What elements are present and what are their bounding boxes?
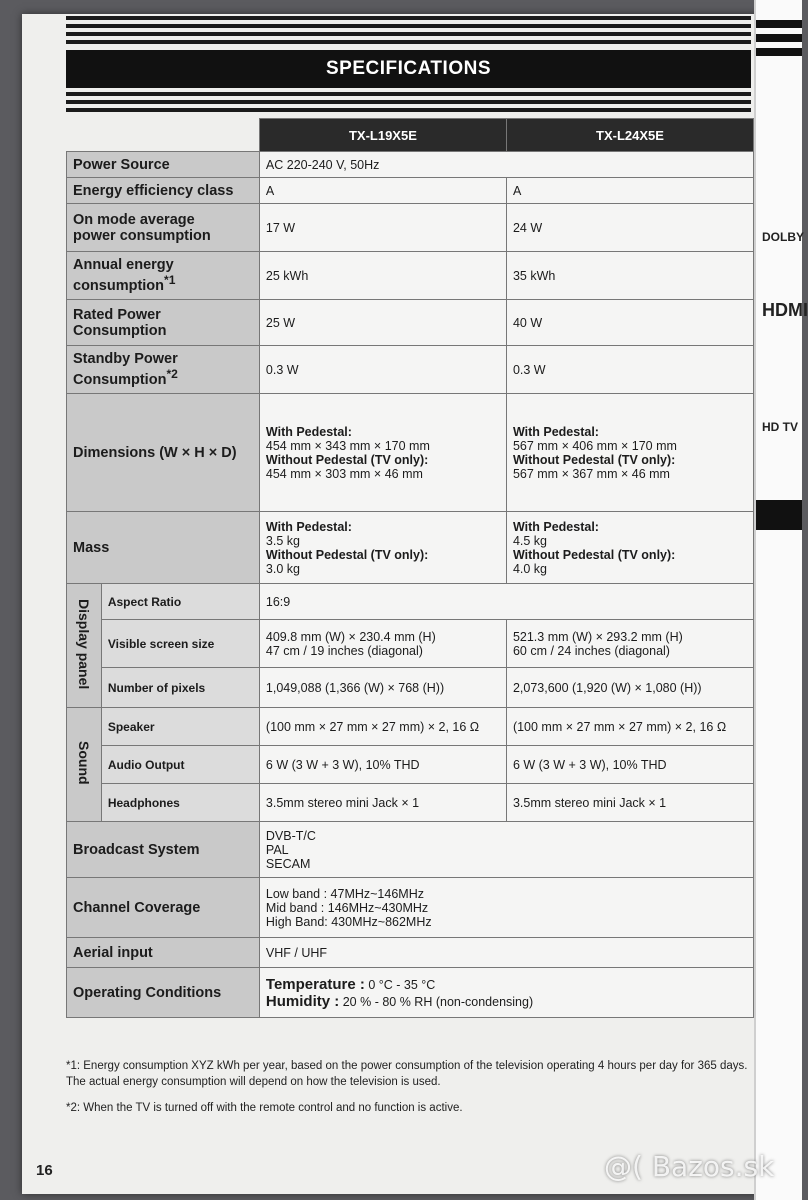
row-value: With Pedestal: 454 mm × 343 mm × 170 mm Without Pedestal (TV only): 454 mm × 303 mm × 46 mm	[259, 394, 506, 512]
hd-tv-logo: HD TV	[762, 420, 798, 434]
title-bar	[66, 50, 751, 88]
hdmi-logo: HDMI	[762, 300, 808, 320]
table-row	[67, 708, 754, 746]
row-value: 0.3 W	[506, 346, 753, 394]
row-label: Visible screen size	[101, 620, 259, 668]
row-label: Rated Power Consumption	[67, 300, 260, 346]
row-label: Broadcast System	[67, 822, 260, 878]
row-label: Aerial input	[67, 938, 260, 968]
model-header: TX-L24X5E	[506, 119, 753, 152]
header-stripe	[66, 100, 751, 104]
table-row	[67, 152, 754, 178]
row-value: With Pedestal: 4.5 kg Without Pedestal (TV only): 4.0 kg	[506, 512, 753, 584]
watermark: @( Bazos.sk	[604, 1150, 775, 1183]
table-row	[67, 300, 754, 346]
row-value: 35 kWh	[506, 252, 753, 300]
row-value: 2,073,600 (1,920 (W) × 1,080 (H))	[506, 668, 753, 708]
row-value: 521.3 mm (W) × 293.2 mm (H) 60 cm / 24 inches (diagonal)	[506, 620, 753, 668]
table-row	[67, 822, 754, 878]
row-value: (100 mm × 27 mm × 27 mm) × 2, 16 Ω	[506, 708, 753, 746]
row-value: 3.5mm stereo mini Jack × 1	[259, 784, 506, 822]
row-label: Annual energy consumption$^{*1}$	[67, 252, 260, 300]
row-value: 1,049,088 (1,366 (W) × 768 (H))	[259, 668, 506, 708]
row-value: Temperature : 0 °C - 35 °C Humidity : 20 % - 80 % RH (non-condensing)	[259, 968, 753, 1018]
row-label: On mode average power consumption	[67, 204, 260, 252]
specifications-table	[66, 118, 754, 1018]
row-value: VHF / UHF	[259, 938, 753, 968]
page-title: SPECIFICATIONS	[326, 58, 491, 79]
table-row	[67, 968, 754, 1018]
section-bar	[756, 500, 802, 530]
row-value: With Pedestal: 567 mm × 406 mm × 170 mm Without Pedestal (TV only): 567 mm × 367 mm × 46 mm	[506, 394, 753, 512]
header-stripe	[756, 20, 802, 28]
table-row	[67, 512, 754, 584]
row-value: A	[506, 178, 753, 204]
header-stripe	[756, 34, 802, 42]
row-value: AC 220-240 V, 50Hz	[259, 152, 753, 178]
adjacent-page	[754, 0, 808, 1200]
row-label: Headphones	[101, 784, 259, 822]
header-stripe	[756, 48, 802, 56]
row-label: Standby Power Consumption$^{*2}$	[67, 346, 260, 394]
row-value: DVB-T/C PAL SECAM	[259, 822, 753, 878]
dolby-logo: DOLBY	[762, 230, 804, 244]
row-value: 25 W	[259, 300, 506, 346]
row-value: 6 W (3 W + 3 W), 10% THD	[259, 746, 506, 784]
row-label: Energy efficiency class	[67, 178, 260, 204]
row-label: Number of pixels	[101, 668, 259, 708]
group-label: Sound	[67, 708, 102, 822]
row-value: 409.8 mm (W) × 230.4 mm (H) 47 cm / 19 inches (diagonal)	[259, 620, 506, 668]
table-header-row	[67, 119, 754, 152]
row-label: Operating Conditions	[67, 968, 260, 1018]
table-row	[67, 346, 754, 394]
row-value: 24 W	[506, 204, 753, 252]
group-label: Display panel	[67, 584, 102, 708]
row-value: 0.3 W	[259, 346, 506, 394]
row-value: With Pedestal: 3.5 kg Without Pedestal (TV only): 3.0 kg	[259, 512, 506, 584]
row-value: 40 W	[506, 300, 753, 346]
footnote-1: *1: Energy consumption XYZ kWh per year, based on the power consumption of the television operating 4 hours per day for 365 days. The actual energy consumption will depend on how the television is used.	[66, 1060, 748, 1088]
table-row	[67, 394, 754, 512]
footnote-2: *2: When the TV is turned off with the remote control and no function is active.	[66, 1102, 463, 1114]
row-value: 3.5mm stereo mini Jack × 1	[506, 784, 753, 822]
row-label: Audio Output	[101, 746, 259, 784]
manual-page	[22, 14, 762, 1194]
table-row	[67, 746, 754, 784]
header-stripe	[66, 24, 751, 28]
row-label: Power Source	[67, 152, 260, 178]
table-row	[67, 784, 754, 822]
page-number: 16	[36, 1162, 53, 1179]
table-row	[67, 584, 754, 620]
header-stripe	[66, 16, 751, 20]
row-value: 6 W (3 W + 3 W), 10% THD	[506, 746, 753, 784]
table-row	[67, 620, 754, 668]
table-row	[67, 938, 754, 968]
table-row	[67, 668, 754, 708]
row-value: 17 W	[259, 204, 506, 252]
model-header: TX-L19X5E	[259, 119, 506, 152]
table-row	[67, 204, 754, 252]
row-label: Channel Coverage	[67, 878, 260, 938]
row-label: Dimensions (W × H × D)	[67, 394, 260, 512]
header-stripe	[66, 92, 751, 96]
table-row	[67, 878, 754, 938]
header-stripe	[66, 108, 751, 112]
table-row	[67, 178, 754, 204]
header-stripe	[66, 40, 751, 44]
row-value: (100 mm × 27 mm × 27 mm) × 2, 16 Ω	[259, 708, 506, 746]
header-stripe	[66, 32, 751, 36]
row-label: Speaker	[101, 708, 259, 746]
row-value: 25 kWh	[259, 252, 506, 300]
row-label: Aspect Ratio	[101, 584, 259, 620]
row-value: Low band : 47MHz~146MHz Mid band : 146MHz~430MHz High Band: 430MHz~862MHz	[259, 878, 753, 938]
row-label: Mass	[67, 512, 260, 584]
row-value: A	[259, 178, 506, 204]
row-value: 16:9	[259, 584, 753, 620]
table-row	[67, 252, 754, 300]
